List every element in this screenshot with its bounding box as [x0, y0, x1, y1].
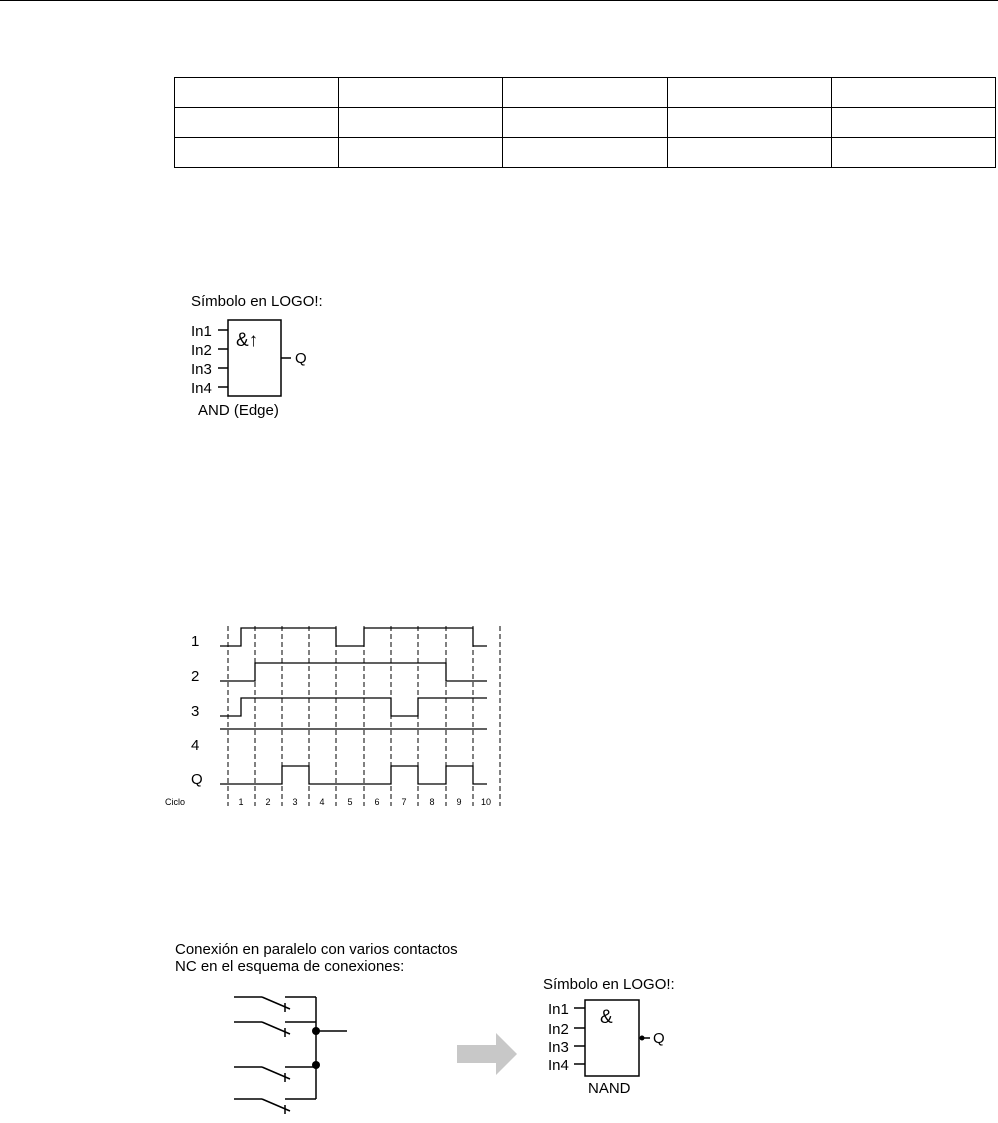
- nand-input-4: In4: [548, 1057, 569, 1074]
- cycle-number-10: 10: [480, 797, 492, 807]
- nand-input-2: In2: [548, 1021, 569, 1038]
- nand-symbol: &: [600, 1007, 613, 1028]
- cycle-number-6: 6: [374, 797, 380, 807]
- signal-label-2: 2: [191, 668, 200, 685]
- and-edge-input-2: In2: [191, 342, 212, 359]
- signal-label-1: 1: [191, 633, 200, 650]
- nand-name: NAND: [588, 1080, 631, 1097]
- cycle-number-1: 1: [238, 797, 244, 807]
- nand-caption-line-2: NC en el esquema de conexiones:: [175, 958, 405, 975]
- signal-label-3: 3: [191, 703, 200, 720]
- cycle-number-7: 7: [401, 797, 407, 807]
- and-edge-input-4: In4: [191, 380, 212, 397]
- and-edge-input-3: In3: [191, 361, 212, 378]
- and-edge-output: Q: [295, 350, 307, 367]
- and-edge-caption: Símbolo en LOGO!:: [191, 293, 323, 310]
- nand-output: Q: [653, 1030, 665, 1047]
- nand-caption-line-1: Conexión en paralelo con varios contactos: [175, 941, 458, 958]
- and-edge-name: AND (Edge): [198, 402, 279, 419]
- and-edge-symbol: &↑: [236, 330, 259, 351]
- cycle-number-4: 4: [319, 797, 325, 807]
- cycle-number-9: 9: [456, 797, 462, 807]
- signal-label-Q: Q: [191, 771, 203, 788]
- cycle-number-3: 3: [292, 797, 298, 807]
- cycle-number-2: 2: [265, 797, 271, 807]
- cycle-number-8: 8: [429, 797, 435, 807]
- and-edge-input-1: In1: [191, 323, 212, 340]
- signal-label-4: 4: [191, 737, 200, 754]
- nand-input-1: In1: [548, 1001, 569, 1018]
- nand-input-3: In3: [548, 1039, 569, 1056]
- nand-symbol-caption: Símbolo en LOGO!:: [543, 976, 675, 993]
- cycle-axis-label: Ciclo: [165, 797, 186, 807]
- cycle-number-5: 5: [347, 797, 353, 807]
